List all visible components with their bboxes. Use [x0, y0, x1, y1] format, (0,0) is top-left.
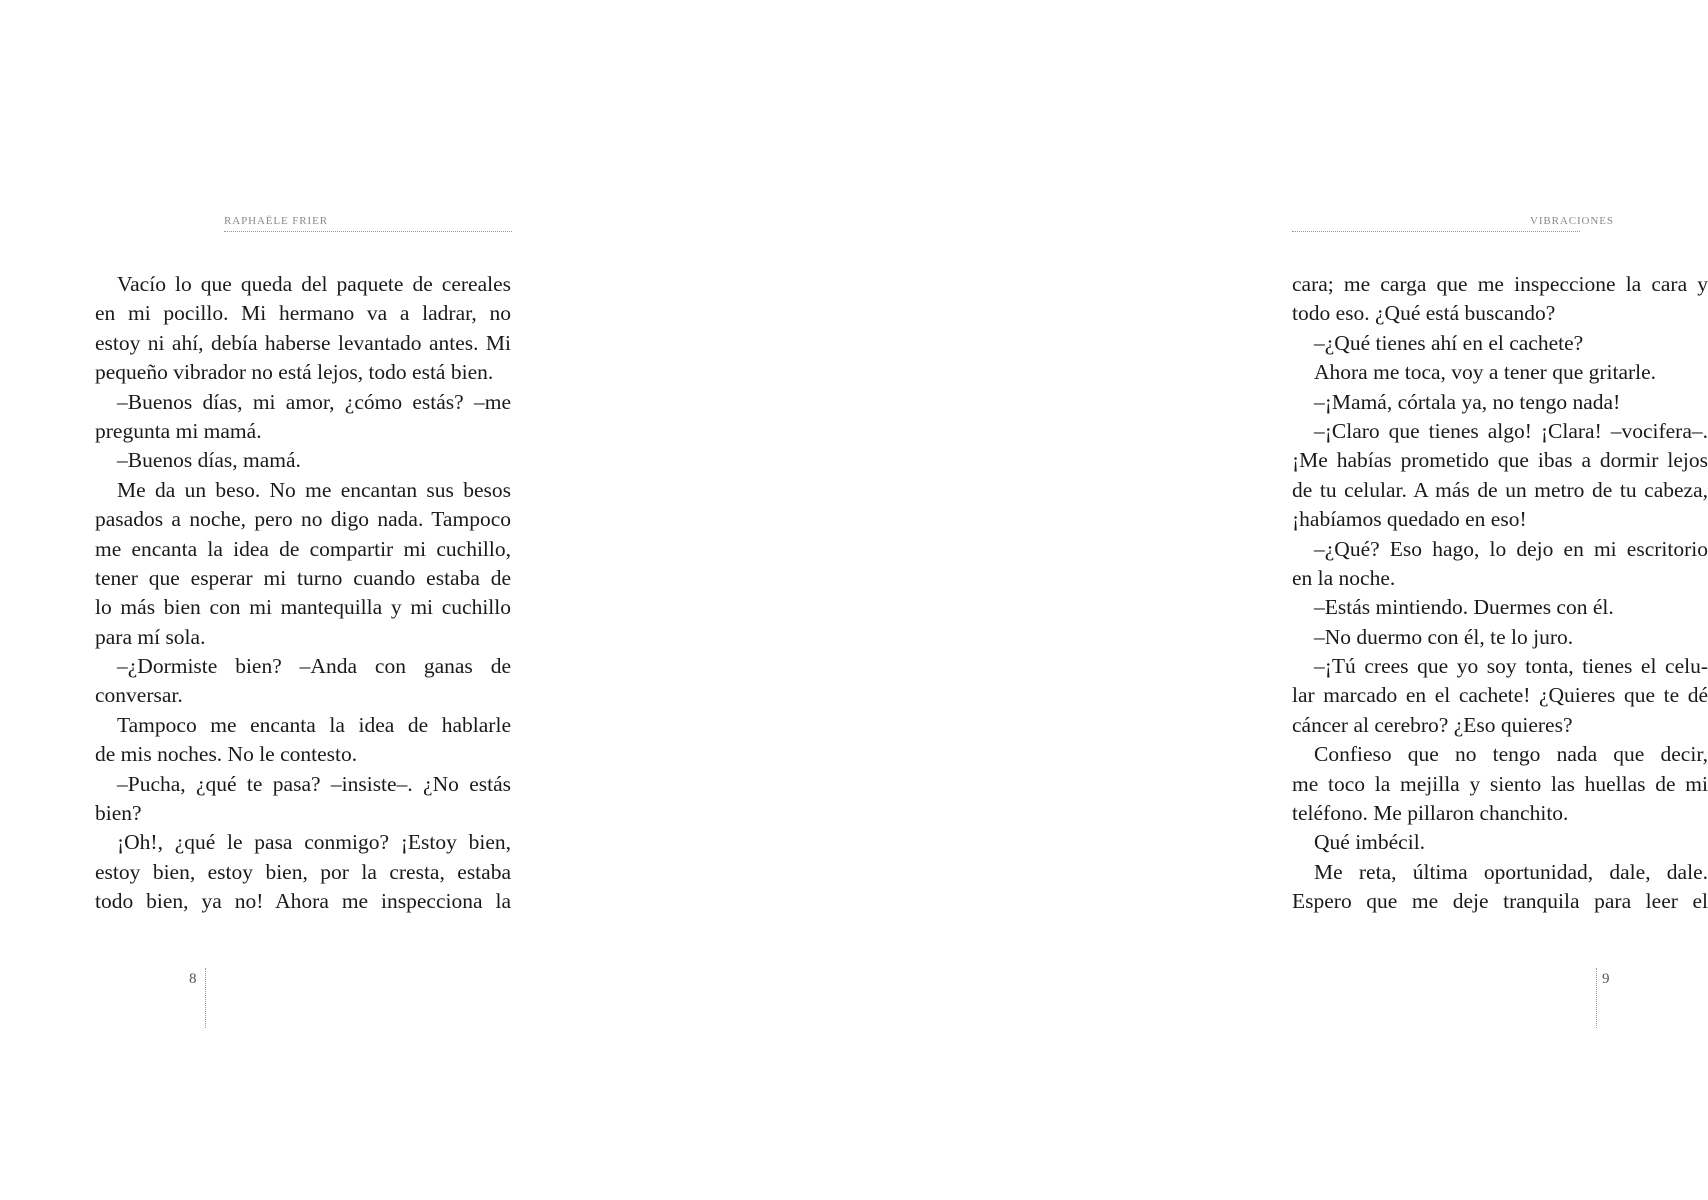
running-head-title: VIBRACIONES — [1530, 215, 1614, 227]
text-line: Me da un beso. No me encantan sus besos — [117, 477, 511, 502]
text-line: Espero que me deje tranquila para leer el — [1292, 889, 1708, 914]
text-line: en la noche. — [1292, 565, 1396, 590]
text-line: Tampoco me encanta la idea de hablarle — [117, 712, 511, 737]
text-line: cara; me carga que me inspeccione la cara y — [1292, 272, 1708, 296]
text-line: ¡Oh!, ¿qué le pasa conmigo? ¡Estoy bien, — [117, 830, 511, 855]
text-line: estoy bien, estoy bien, por la cresta, estaba — [95, 859, 511, 884]
text-line: Vacío lo que queda del paquete de cereales — [117, 272, 511, 296]
text-line: cáncer al cerebro? ¿Eso quieres? — [1292, 712, 1573, 737]
page-number: 9 — [1602, 971, 1610, 987]
text-line: para mí sola. — [95, 624, 206, 649]
text-line: bien? — [95, 801, 142, 826]
text-line: Me reta, última oportunidad, dale, dale. — [1314, 859, 1708, 884]
text-line: Confieso que no tengo nada que decir, — [1314, 742, 1708, 767]
left-page — [0, 0, 600, 1200]
text-line: –Estás mintiendo. Duermes con él. — [1314, 595, 1614, 620]
text-line: estoy ni ahí, debía haberse levantado antes. Mi — [95, 330, 511, 355]
text-line: –No duermo con él, te lo juro. — [1314, 624, 1574, 649]
text-line: conversar. — [95, 683, 183, 708]
text-line: pregunta mi mamá. — [95, 418, 262, 443]
text-line: ¡Me habías prometido que ibas a dormir lejos — [1292, 448, 1708, 473]
running-head-author: RAPHAËLE FRIER — [224, 215, 328, 227]
text-line: todo eso. ¿Qué está buscando? — [1292, 301, 1556, 326]
text-line: –¡Mamá, córtala ya, no tengo nada! — [1314, 389, 1621, 414]
text-line: Ahora me toca, voy a tener que gritarle. — [1314, 360, 1657, 385]
text-line: me encanta la idea de compartir mi cuchillo, — [95, 536, 511, 561]
text-line: lar marcado en el cachete! ¿Quieres que te dé — [1292, 683, 1708, 708]
header-rule — [1292, 231, 1580, 232]
text-line: ¡habíamos quedado en eso! — [1292, 507, 1527, 532]
text-line: teléfono. Me pillaron chanchito. — [1292, 801, 1569, 826]
text-line: en mi pocillo. Mi hermano va a ladrar, no — [95, 301, 511, 326]
body-text — [1292, 270, 1708, 917]
text-line: Qué imbécil. — [1314, 830, 1426, 855]
text-line: –Pucha, ¿qué te pasa? –insiste–. ¿No estás — [117, 771, 511, 796]
right-page — [600, 0, 1708, 1200]
text-line: lo más bien con mi mantequilla y mi cuchillo — [95, 595, 511, 620]
body-text — [95, 270, 511, 917]
text-line: –Buenos días, mamá. — [117, 448, 301, 473]
text-line: todo bien, ya no! Ahora me inspecciona la — [95, 889, 511, 914]
header-rule — [224, 231, 512, 232]
page-number-rule — [205, 968, 206, 1028]
text-line: de tu celular. A más de un metro de tu cabeza, — [1292, 477, 1708, 502]
text-line: pequeño vibrador no está lejos, todo está bien. — [95, 360, 494, 385]
page-number-rule — [1596, 968, 1597, 1028]
page-number: 8 — [189, 971, 197, 987]
text-line: me toco la mejilla y siento las huellas de mi — [1292, 771, 1708, 796]
text-line: pasados a noche, pero no digo nada. Tampoco — [95, 507, 511, 532]
text-line: tener que esperar mi turno cuando estaba de — [95, 565, 511, 590]
text-line: de mis noches. No le contesto. — [95, 742, 358, 767]
text-line: –¿Qué tienes ahí en el cachete? — [1314, 330, 1584, 355]
text-line: –¡Tú crees que yo soy tonta, tienes el celu- — [1314, 654, 1708, 679]
text-line: –Buenos días, mi amor, ¿cómo estás? –me — [117, 389, 511, 414]
text-line: –¡Claro que tienes algo! ¡Clara! –vocifera–. — [1314, 418, 1708, 443]
text-line: –¿Qué? Eso hago, lo dejo en mi escritorio — [1314, 536, 1708, 561]
text-line: –¿Dormiste bien? –Anda con ganas de — [117, 654, 511, 679]
